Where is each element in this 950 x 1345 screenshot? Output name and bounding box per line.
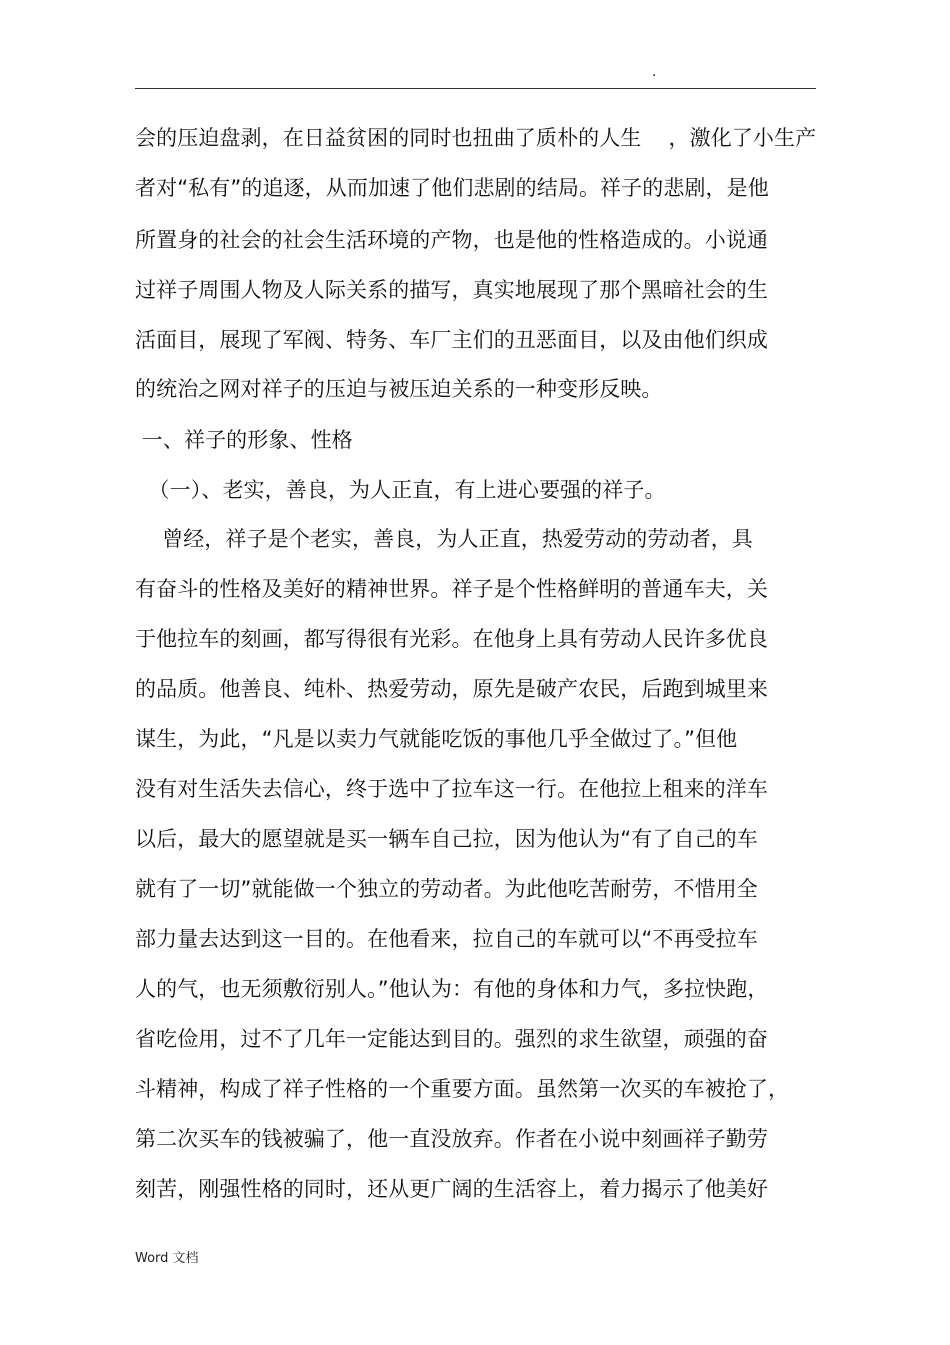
footer-label: Word 文档 bbox=[135, 1251, 199, 1266]
body-line: 有奋斗的性格及美好的精神世界。祥子是个性格鲜明的普通车夫，关 bbox=[135, 577, 768, 601]
body-line: 以后，最大的愿望就是买一辆车自己拉，因为他认为“有了自己的车 bbox=[135, 827, 758, 851]
body-line: 就有了一切”就能做一个独立的劳动者。为此他吃苦耐劳，不惜用全 bbox=[135, 877, 758, 901]
subsection-heading: （一）、老实，善良，为人正直，有上进心要强的祥子。 bbox=[135, 478, 666, 502]
body-line: 谋生，为此，“凡是以卖力气就能吃饭的事他几乎全做过了。”但他 bbox=[135, 727, 738, 751]
body-line: 人的气，也无须敷衍别人。”他认为：有他的身体和力气，多拉快跑， bbox=[135, 977, 769, 1001]
body-line: 的品质。他善良、纯朴、热爱劳动，原先是破产农民，后跑到城里来 bbox=[135, 677, 768, 701]
body-line: 第二次买车的钱被骗了，他一直没放弃。作者在小说中刻画祥子勤劳 bbox=[135, 1127, 768, 1151]
body-line: 所置身的社会的社会生活环境的产物，也是他的性格造成的。小说通 bbox=[135, 228, 768, 252]
body-line: 曾经，祥子是个老实，善良，为人正直，热爱劳动的劳动者，具 bbox=[135, 527, 753, 551]
body-line: 省吃俭用，过不了几年一定能达到目的。强烈的求生欲望，顽强的奋 bbox=[135, 1027, 768, 1051]
header-mark: . bbox=[652, 64, 657, 80]
body-line: 斗精神，构成了祥子性格的一个重要方面。虽然第一次买的车被抢了， bbox=[135, 1077, 790, 1101]
body-line: 活面目，展现了军阀、特务、车厂主们的丑恶面目，以及由他们织成 bbox=[135, 328, 768, 352]
body-line: 的统治之网对祥子的压迫与被压迫关系的一种变形反映。 bbox=[135, 377, 663, 401]
body-line: 会的压迫盘剥，在日益贫困的同时也扭曲了质朴的人生 ，激化了小生产 bbox=[135, 126, 817, 150]
body-line: 部力量去达到这一目的。在他看来，拉自己的车就可以“不再受拉车 bbox=[135, 927, 758, 951]
body-line: 没有对生活失去信心，终于选中了拉车这一行。在他拉上租来的洋车 bbox=[135, 777, 768, 801]
section-heading: 一、祥子的形象、性格 bbox=[135, 428, 353, 452]
header-rule bbox=[135, 88, 816, 89]
body-line: 于他拉车的刻画，都写得很有光彩。在他身上具有劳动人民许多优良 bbox=[135, 627, 768, 651]
body-line: 者对“私有”的追逐，从而加速了他们悲剧的结局。祥子的悲剧，是他 bbox=[135, 176, 769, 200]
body-line: 刻苦，刚强性格的同时，还从更广阔的生活容上，着力揭示了他美好 bbox=[135, 1177, 768, 1201]
body-line: 过祥子周围人物及人际关系的描写，真实地展现了那个黑暗社会的生 bbox=[135, 278, 768, 302]
